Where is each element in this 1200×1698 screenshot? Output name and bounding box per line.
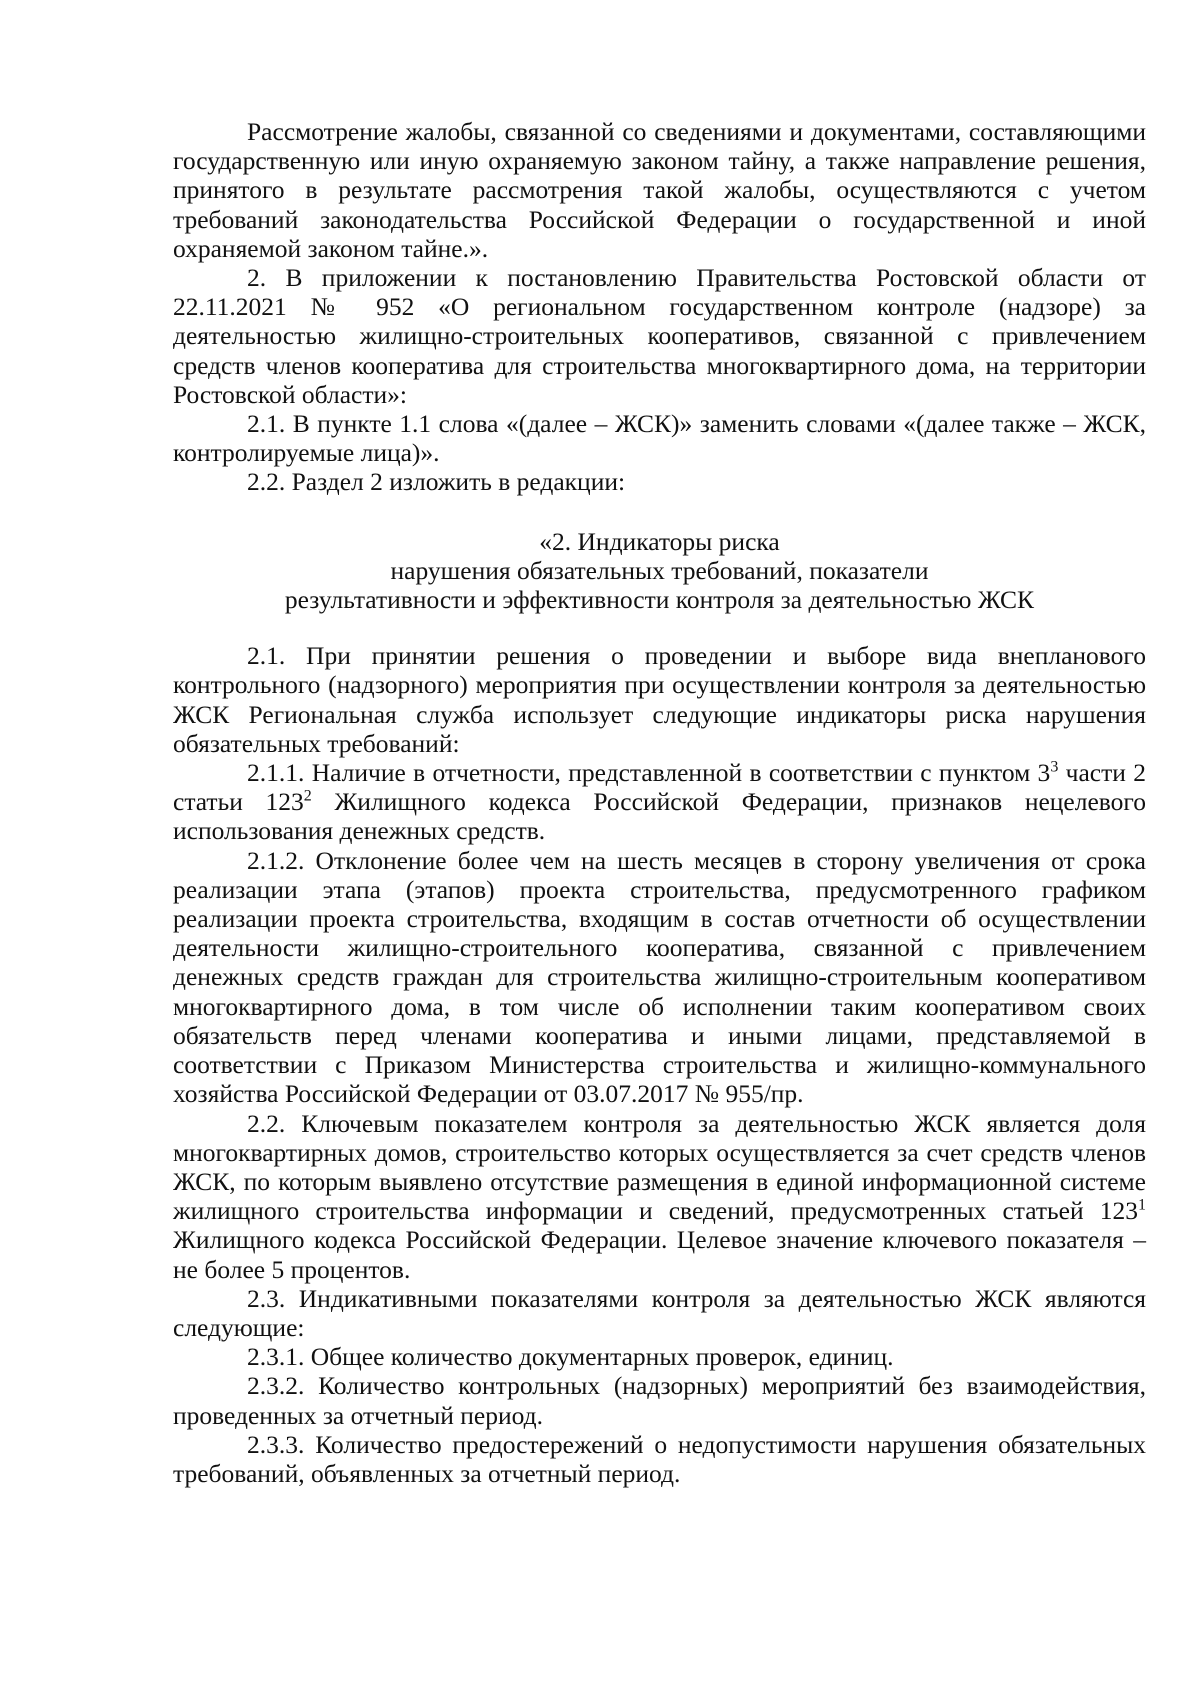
- paragraph-section-2-3-3: 2.3.3. Количество предостережений о недопустимости нарушения обязательных требований, объявленных за отчетный период.: [173, 1429, 1146, 1488]
- paragraph-section-2-3-2: 2.3.2. Количество контрольных (надзорных) мероприятий без взаимодействия, проведенных за отчетный период.: [173, 1371, 1146, 1430]
- section-heading-line-1: «2. Индикаторы риска: [539, 526, 780, 556]
- document-body: [173, 117, 1146, 1488]
- paragraph-2-1-1-text-c: Жилищного кодекса Российской Федерации, признаков нецелевого использования денежных средств.: [173, 787, 1146, 846]
- section-heading-line-3: результативности и эффективности контроля за деятельностью ЖСК: [284, 585, 1035, 615]
- paragraph-2-1-1-superscript-a: 3: [1050, 758, 1059, 776]
- paragraph-2-1-1-text-b: части 2 статьи 123: [173, 758, 1146, 817]
- paragraph-section-2-3-1: 2.3.1. Общее количество документарных проверок, единиц.: [247, 1342, 894, 1372]
- paragraph-2-2-text-a: 2.2. Ключевым показателем контроля за деятельностью ЖСК является доля многоквартирных домов, строительство которых осуществляется за счет средств членов ЖСК, по которым выявлено отсутствие размещения в единой информационной системе жилищного строительства информации и сведений, предусмотренных статьей 123: [173, 1108, 1146, 1226]
- section-heading: [173, 527, 1146, 615]
- paragraph-section-2-1-2: 2.1.2. Отклонение более чем на шесть месяцев в сторону увеличения от срока реализации этапа (этапов) проекта строительства, предусмотренного графиком реализации проекта строительства, входящим в состав отчетности об осуществлении деятельности жилищно-строительного кооператива, связанной с привлечением денежных средств граждан для строительства жилищно-строительным кооперативом многоквартирного дома, в том числе об исполнении таким кооперативом своих обязательств перед членами кооператива и иными лицами, представляемой в соответствии с Приказом Министерства строительства и жилищно-коммунального хозяйства Российской Федерации от 03.07.2017 № 955/пр.: [173, 845, 1146, 1109]
- paragraph-section-2-2: [173, 1109, 1146, 1284]
- paragraph-section-2-3: 2.3. Индикативными показателями контроля за деятельностью ЖСК являются следующие:: [173, 1283, 1146, 1342]
- paragraph-2-2-text-b: Жилищного кодекса Российской Федерации. Целевое значение ключевого показателя – не более 5 процентов.: [173, 1225, 1146, 1284]
- paragraph-item-2-1: 2.1. В пункте 1.1 слова «(далее – ЖСК)» заменить словами «(далее также – ЖСК, контролируемые лица)».: [173, 409, 1146, 468]
- paragraph-2-1-1-superscript-b: 2: [303, 787, 312, 805]
- paragraph-complaint-secrecy: Рассмотрение жалобы, связанной со сведениями и документами, составляющими государственную или иную охраняемую законом тайну, а также направление решения, принятого в результате рассмотрения такой жалобы, осуществляются с учетом требований законодательства Российской Федерации о государственной и иной охраняемой законом тайне.».: [173, 117, 1146, 263]
- section-heading-line-2: нарушения обязательных требований, показатели: [390, 555, 929, 585]
- paragraph-2-1-1-text-a: 2.1.1. Наличие в отчетности, представленной в соответствии с пунктом 3: [247, 758, 1051, 788]
- paragraph-section-2-1-1: [173, 758, 1146, 846]
- paragraph-2-2-superscript: 1: [1138, 1196, 1146, 1214]
- paragraph-item-2-2: 2.2. Раздел 2 изложить в редакции:: [247, 467, 626, 497]
- paragraph-item-2: 2. В приложении к постановлению Правительства Ростовской области от 22.11.2021 № 952 «О региональном государственном контроле (надзоре) за деятельностью жилищно-строительных кооперативов, связанной с привлечением средств членов кооператива для строительства многоквартирного дома, на территории Ростовской области»:: [173, 263, 1146, 409]
- paragraph-section-2-1: 2.1. При принятии решения о проведении и выборе вида внепланового контрольного (надзорного) мероприятия при осуществлении контроля за деятельностью ЖСК Региональная служба использует следующие индикаторы риска нарушения обязательных требований:: [173, 641, 1146, 758]
